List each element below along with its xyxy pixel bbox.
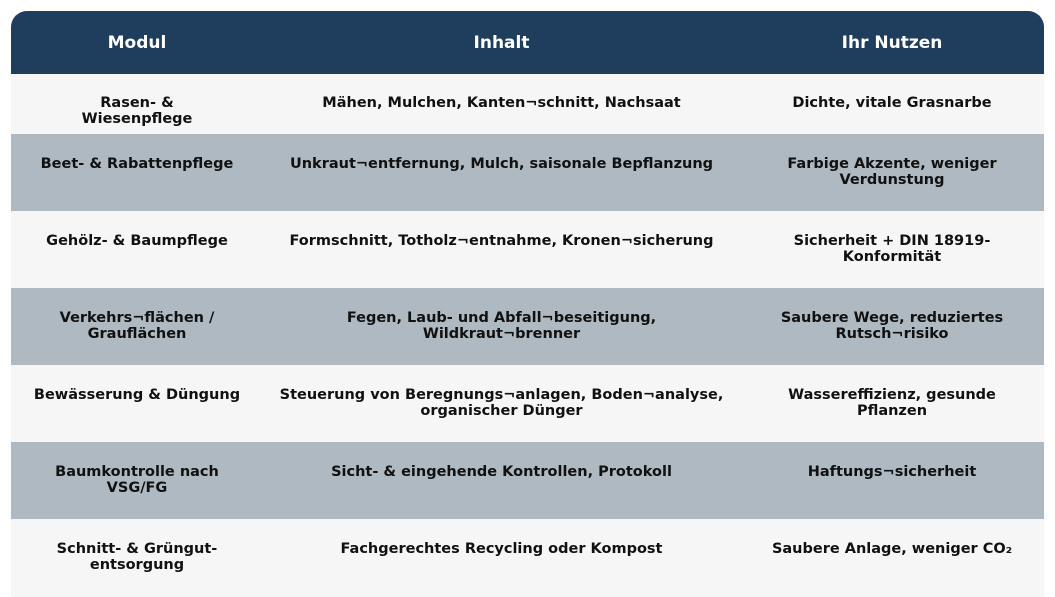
cell-inhalt: Unkraut¬entfernung, Mulch, saisonale Bepflanzung [263,134,740,211]
header-modul: Modul [11,11,263,74]
services-table [11,11,1044,597]
cell-nutzen: Wassereffizienz, gesunde Pflanzen [740,365,1044,442]
cell-modul: Schnitt- & Grüngut-entsorgung [11,519,263,597]
table-row [11,134,1044,211]
table-row [11,442,1044,519]
cell-nutzen: Dichte, vitale Grasnarbe [740,74,1044,134]
cell-modul: Verkehrs¬flächen / Grauflächen [11,288,263,365]
cell-nutzen: Farbige Akzente, weniger Verdunstung [740,134,1044,211]
cell-nutzen: Haftungs¬sicherheit [740,442,1044,519]
cell-inhalt: Fachgerechtes Recycling oder Kompost [263,519,740,597]
cell-inhalt: Formschnitt, Totholz¬entnahme, Kronen¬sicherung [263,211,740,288]
header-inhalt: Inhalt [263,11,740,74]
cell-inhalt: Mähen, Mulchen, Kanten¬schnitt, Nachsaat [263,74,740,134]
cell-modul: Rasen- & Wiesenpflege [11,74,263,134]
cell-inhalt: Sicht- & eingehende Kontrollen, Protokoll [263,442,740,519]
header-nutzen: Ihr Nutzen [740,11,1044,74]
table-row [11,211,1044,288]
cell-nutzen: Saubere Wege, reduziertes Rutsch¬risiko [740,288,1044,365]
cell-nutzen: Sicherheit + DIN 18919-Konformität [740,211,1044,288]
table-row [11,288,1044,365]
cell-modul: Beet- & Rabattenpflege [11,134,263,211]
table-row [11,74,1044,134]
cell-inhalt: Steuerung von Beregnungs¬anlagen, Boden¬analyse, organischer Dünger [263,365,740,442]
cell-modul: Baumkontrolle nach VSG/FG [11,442,263,519]
services-table-container [11,11,1044,597]
cell-modul: Gehölz- & Baumpflege [11,211,263,288]
cell-nutzen: Saubere Anlage, weniger CO₂ [740,519,1044,597]
table-row [11,519,1044,597]
table-header-row [11,11,1044,74]
cell-inhalt: Fegen, Laub- und Abfall¬beseitigung, Wildkraut¬brenner [263,288,740,365]
table-row [11,365,1044,442]
cell-modul: Bewässerung & Düngung [11,365,263,442]
